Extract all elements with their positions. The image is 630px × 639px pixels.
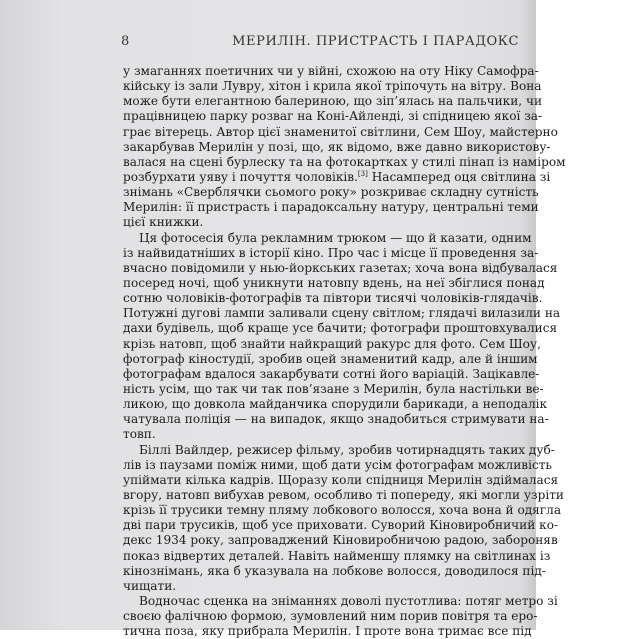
text-line: чатувала поліція — на випадок, якщо знадобиться стримувати на-	[123, 412, 549, 427]
running-title: МЕРИЛІН. ПРИСТРАСТЬ І ПАРАДОКС	[232, 34, 519, 49]
text-line: дві пари трусиків, щоб усе приховати. Суворий Кіновиробничий ко-	[123, 518, 559, 533]
text-line: чищати.	[123, 578, 177, 593]
text-line: тична поза, яку прибрала Мерилін. І проте вона тримає все під	[123, 624, 532, 639]
footnote-marker[interactable]: [3]	[357, 169, 368, 178]
text-line: показ відвертих деталей. Навіть найменшу плямку на світлинах із	[123, 548, 551, 563]
text-line: товп.	[123, 427, 156, 442]
text-line: знімань «Сверблячки сьомого року» розкриває складну сутність	[123, 185, 539, 200]
text-line: своєю фалічною формою, зумовлений ним порив повітря та еро-	[123, 609, 538, 624]
text-line: у змаганнях поетичних чи у війні, схожою на оту Ніку Самофра-	[123, 64, 539, 78]
text-line: цієї книжки.	[123, 215, 204, 230]
text-line: вчасно повідомили у нью-йоркських газетах; хоча вона відбувалася	[123, 260, 558, 275]
text-line: грає вітерець. Автор цієї знаменитої світлини, Сем Шоу, майстерно	[123, 124, 558, 139]
text-line: валася на сцені бурлеску та на фотокартках у стилі пінап із наміром	[123, 154, 566, 169]
text-line: працівницею парку розваг на Коні-Айленді, зі спідницею якої за-	[123, 109, 543, 124]
text-line: посеред ночі, щоб уникнути натовпу вдень, на неї збіглися понад	[123, 275, 545, 290]
text-line: лів із паузами поміж ними, щоб дати усім фотографам можливість	[123, 457, 553, 472]
page-header	[121, 34, 519, 54]
text-line: Ця фотосесія була рекламним трюком — що й казати, одним	[139, 230, 532, 245]
text-line: Водночас сценка на зніманнях доволі пустотлива: потяг метро зі	[139, 593, 558, 608]
text-line: із найвидатніших в історії кіно. Про час і місце її проведення за-	[123, 245, 539, 260]
body-text	[123, 64, 566, 639]
text-line: фотограф кіностудії, зробив оцей знаменитий кадр, але й іншим	[123, 351, 538, 366]
text-line: може бути елегантною балериною, що зіп’ялась на пальчики, чи	[123, 94, 543, 109]
text-line: закарбував Мерилін у позі, що, як відомо, вже давно використову-	[123, 139, 551, 154]
text-line: дахи будівель, щоб краще усе бачити; фотографи проштовхувалися	[123, 321, 558, 336]
text-line: Мерилін: її пристрасть і парадоксальну натуру, центральні теми	[123, 200, 539, 215]
text-line: розбурхати уяву і почуття чоловіків.[3] Насамперед оця світлина зі	[123, 169, 551, 184]
text-line: декс 1934 року, запроваджений Кіновиробничою радою, забороняв	[123, 533, 558, 548]
text-line: кінознімань, яка б указувала на лобкове волосся, доводилося під-	[123, 563, 546, 578]
text-line: ликою, що довкола майданчика спорудили барикади, а неподалік	[123, 397, 548, 412]
text-line: ність усім, що так чи так пов’язане з Мерилін, була настільки ве-	[123, 381, 544, 396]
text-line: крізь натовп, щоб знайти найкращий ракурс для фото. Сем Шоу,	[123, 336, 541, 351]
text-line: крізь її трусики темну пляму лобкового волосся, хоча вона й одягла	[123, 503, 562, 518]
text-line: вгору, натовп вибухав ревом, особливо ті попереду, які могли узріти	[123, 487, 564, 502]
text-line: Потужні дугові лампи заливали сцену світлом; глядачі вилазили на	[123, 306, 561, 321]
text-line: Біллі Вайлдер, режисер фільму, зробив чотирнадцять таких дуб-	[139, 442, 555, 457]
page-number: 8	[121, 34, 130, 49]
text-line: упіймати кілька кадрів. Щоразу коли спідниця Мерилін здіймалася	[123, 472, 559, 487]
text-line: фотографам вдалося закарбувати сотні його варіацій. Зацікавле-	[123, 366, 540, 381]
text-line: сотню чоловіків-фотографів та півтори тисячі чоловіків-глядачів.	[123, 291, 543, 306]
text-line: кійську із зали Лувру, хітон і крила якої тріпочуть на вітру. Вона	[123, 79, 542, 94]
